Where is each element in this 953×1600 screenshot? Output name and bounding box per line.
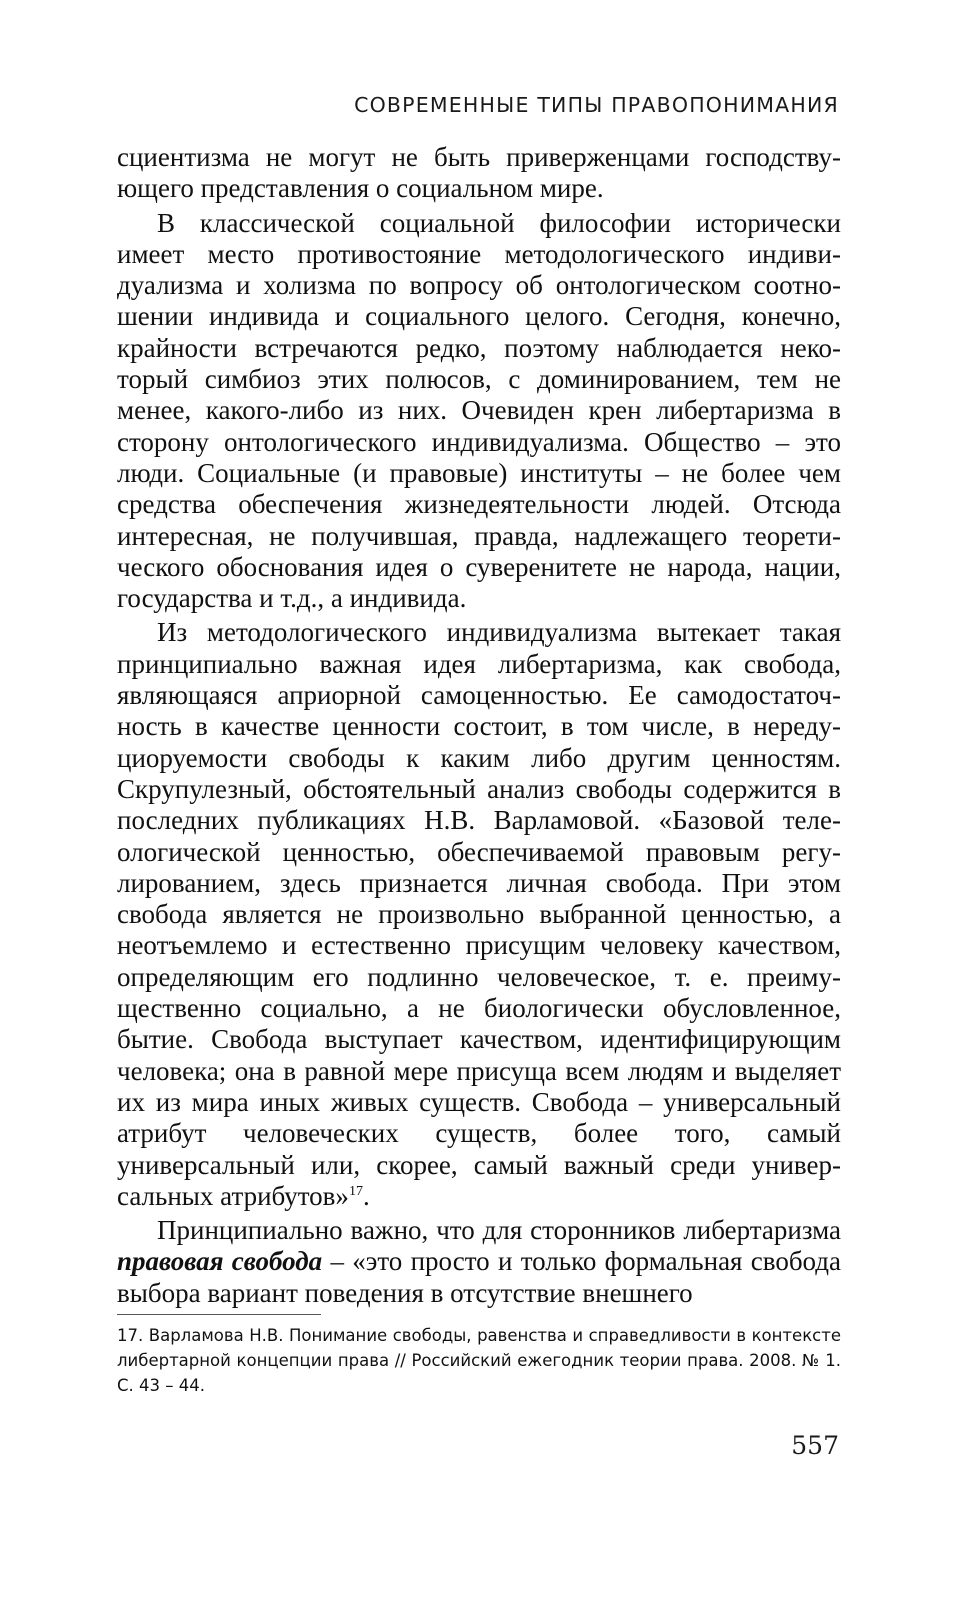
body-text — [117, 142, 841, 1309]
footnote-separator — [117, 1314, 321, 1315]
paragraph-end-punctuation: . — [362, 1180, 370, 1211]
footnote-17: 17. Варламова Н.В. Понимание свободы, равенства и справедливости в контексте либертарной концепции права // Российский ежегодник теории права. 2008. № 1. С. 43 – 44. — [117, 1326, 841, 1395]
footnote-reference[interactable]: 17 — [348, 1183, 363, 1199]
page-number: 557 — [791, 1431, 839, 1460]
paragraph-legal-freedom — [117, 1215, 841, 1309]
paragraph-methodological-individualism — [117, 617, 841, 1212]
paragraph-text: Из методологического индивидуализма вытекает такая принципиально важная идея либертаризма, как свобода, являющаяся априорной самоценностью. Ее самодостаточность в качестве ценности состоит, в том числе, в нередуциоруемости свободы к каким либо другим ценностям. Скрупулезный, обстоятельный анализ свободы содержится в последних публикациях Н.В. Варламовой. «Базовой телеологической ценностью, обеспечиваемой правовым регулированием, здесь признается личная свобода. При этом свобода является не произвольно выбранной ценностью, а неотъемлемо и естественно присущим человеку качеством, определяющим его подлинно человеческое, т. е. преимущественно социально, а не биологически обусловленное, бытие. Свобода выступает качеством, идентифицирующим человека; она в равной мере присуща всем людям и выделяет их из мира иных живых существ. Свобода – универсальный атрибут человеческих существ, более того, самый универсальный или, скорее, самый важный среди универсальных атрибутов» — [117, 617, 841, 1211]
paragraph-classical-philosophy: В классической социальной философии исторически имеет место противостояние методологического индивидуализма и холизма по вопросу об онтологическом соотношении индивида и социального целого. Сегодня, конечно, крайности встречаются редко, поэтому наблюдается некоторый симбиоз этих полюсов, с доминированием, тем не менее, какого-либо из них. Очевиден крен либертаризма в сторону онтологического индивидуализма. Общество – это люди. Социальные (и правовые) институты – не более чем средства обеспечения жизнедеятельности людей. Отсюда интересная, не получившая, правда, надлежащего теоретического обоснования идея о суверенитете не народа, нации, государства и т.д., а индивида. — [117, 207, 841, 614]
paragraph-text-before: Принципиально важно, что для сторонников либертаризма — [157, 1215, 841, 1246]
running-head: СОВРЕМЕННЫЕ ТИПЫ ПРАВОПОНИМАНИЯ — [354, 93, 839, 117]
emphasized-term: правовая свобода — [117, 1246, 323, 1277]
paragraph-text-after: – «это просто и только формальная свобода выбора вариант поведения в отсутствие внешнего — [117, 1246, 842, 1308]
paragraph-continued: сциентизма не могут не быть приверженцами господствующего представления о социальном мире. — [117, 142, 841, 204]
